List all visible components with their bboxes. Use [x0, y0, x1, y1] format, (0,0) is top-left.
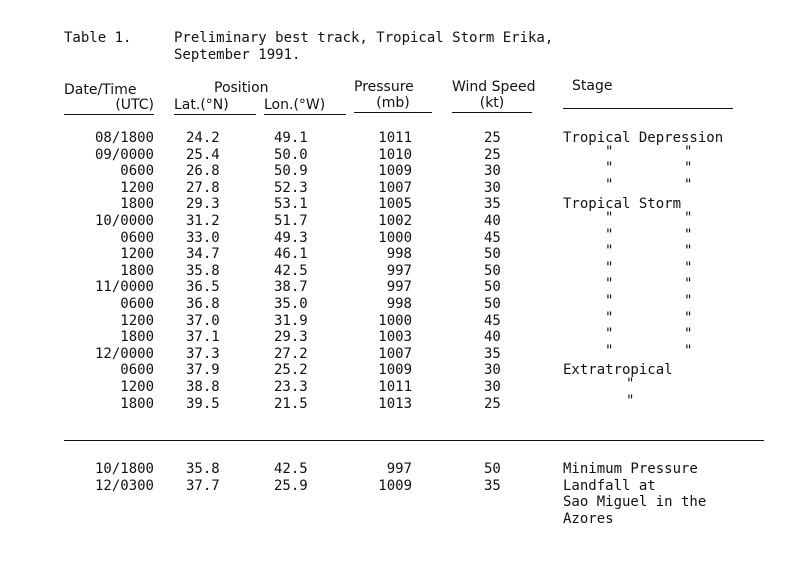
cell-latitude: 37.0 [186, 312, 220, 329]
cell-date-time: 08/1800 [94, 130, 154, 146]
cell-longitude: 52.3 [274, 179, 308, 196]
summary-separator [64, 440, 764, 441]
cell-wind-speed: 50 [484, 246, 501, 263]
cell-stage-ditto: " [684, 293, 693, 309]
table-row [0, 143, 786, 164]
cell-wind-speed: 50 [484, 262, 501, 279]
cell-longitude: 27.2 [274, 345, 308, 362]
cell-date-time: 12/0000 [94, 345, 154, 362]
table-row [0, 326, 786, 346]
cell-pressure: 1011 [378, 130, 412, 146]
cell-note: Landfall at [563, 477, 656, 494]
cell-latitude: 25.4 [186, 146, 220, 163]
cell-longitude: 21.5 [274, 395, 308, 412]
cell-pressure: 1011 [378, 379, 412, 395]
cell-date-time: 1200 [120, 312, 154, 329]
cell-latitude: 37.9 [186, 362, 220, 379]
cell-date-time: 11/0000 [94, 279, 154, 296]
table-row [0, 130, 786, 147]
cell-longitude: 25.2 [274, 362, 308, 379]
cell-latitude: 36.5 [186, 279, 220, 296]
cell-wind-speed: 25 [484, 395, 501, 412]
cell-date-time: 1800 [120, 262, 154, 279]
cell-longitude: 53.1 [274, 196, 308, 213]
cell-wind-speed: 50 [484, 296, 501, 312]
cell-wind-speed: 50 [484, 461, 501, 477]
table-row [0, 342, 786, 363]
header-position: Position [214, 80, 269, 96]
table-row [0, 376, 786, 396]
header-stage: Stage [572, 78, 613, 94]
cell-stage-ditto: " [605, 309, 614, 326]
cell-wind-speed: 30 [484, 179, 501, 196]
cell-latitude: 34.7 [186, 246, 220, 263]
table-row [0, 276, 786, 296]
cell-stage-ditto: " [684, 176, 693, 193]
header-lat: Lat.(°N) [174, 97, 256, 115]
cell-pressure: 1007 [378, 179, 412, 196]
cell-wind-speed: 45 [484, 229, 501, 246]
cell-longitude: 42.5 [274, 262, 308, 279]
cell-pressure: 1009 [378, 362, 412, 379]
best-track-table [0, 130, 786, 420]
cell-latitude: 29.3 [186, 196, 220, 213]
cell-latitude: 37.3 [186, 345, 220, 362]
cell-stage-ditto: " [605, 326, 614, 343]
cell-stage-ditto: " [684, 226, 693, 243]
header-wind-speed: Wind Speed [452, 79, 536, 95]
table-row [0, 362, 786, 379]
cell-wind-speed: 25 [484, 130, 501, 146]
cell-note: Minimum Pressure [563, 461, 698, 477]
header-stage-underline [563, 108, 733, 109]
cell-longitude: 35.0 [274, 296, 308, 312]
cell-wind-speed: 40 [484, 329, 501, 346]
header-date-time: Date/Time [64, 82, 137, 98]
cell-pressure: 998 [386, 246, 412, 263]
cell-latitude: 33.0 [186, 229, 220, 246]
cell-date-time: 0600 [120, 163, 154, 180]
cell-longitude: 38.7 [274, 279, 308, 296]
table-row [0, 210, 786, 230]
cell-pressure: 1009 [378, 163, 412, 180]
header-pressure: Pressure [354, 79, 414, 95]
cell-pressure: 997 [386, 279, 412, 296]
cell-latitude: 39.5 [186, 395, 220, 412]
cell-date-time: 1200 [120, 179, 154, 196]
table-row [0, 309, 786, 330]
cell-note: Azores [563, 510, 614, 527]
cell-date-time: 1800 [120, 329, 154, 346]
cell-longitude: 49.1 [274, 130, 308, 146]
cell-stage-ditto: " [684, 160, 693, 177]
table-title-line2: September 1991. [174, 47, 301, 63]
cell-pressure: 997 [386, 262, 412, 279]
header-lon: Lon.(°W) [264, 97, 346, 115]
cell-wind-speed: 40 [484, 213, 501, 229]
cell-longitude: 23.3 [274, 379, 308, 395]
cell-latitude: 37.1 [186, 329, 220, 346]
summary-table [0, 461, 786, 541]
cell-pressure: 1007 [378, 345, 412, 362]
cell-stage-ditto: " [684, 326, 693, 343]
cell-stage-ditto: " [684, 276, 693, 293]
table-row [0, 293, 786, 313]
cell-latitude: 26.8 [186, 163, 220, 180]
cell-date-time: 1200 [120, 379, 154, 395]
cell-stage-ditto: " [626, 376, 635, 392]
header-pressure-unit: (mb) [354, 95, 432, 113]
table-row [0, 196, 786, 213]
cell-longitude: 50.0 [274, 146, 308, 163]
cell-stage-ditto: " [626, 392, 635, 409]
cell-date-time: 10/1800 [94, 461, 154, 477]
cell-date-time: 1200 [120, 246, 154, 263]
cell-latitude: 27.8 [186, 179, 220, 196]
table-row [0, 226, 786, 247]
cell-wind-speed: 35 [484, 477, 501, 494]
cell-longitude: 50.9 [274, 163, 308, 180]
cell-date-time: 12/0300 [94, 477, 154, 494]
cell-latitude: 35.8 [186, 262, 220, 279]
cell-latitude: 36.8 [186, 296, 220, 312]
cell-stage-ditto: " [684, 210, 693, 226]
cell-latitude: 35.8 [186, 461, 220, 477]
cell-pressure: 1003 [378, 329, 412, 346]
cell-pressure: 1005 [378, 196, 412, 213]
cell-note: Sao Miguel in the [563, 494, 707, 511]
cell-date-time: 0600 [120, 362, 154, 379]
cell-date-time: 09/0000 [94, 146, 154, 163]
cell-stage-ditto: " [605, 160, 614, 177]
cell-date-time: 1800 [120, 196, 154, 213]
cell-longitude: 51.7 [274, 213, 308, 229]
cell-date-time: 0600 [120, 229, 154, 246]
cell-longitude: 46.1 [274, 246, 308, 263]
cell-wind-speed: 30 [484, 163, 501, 180]
header-wind-unit: (kt) [452, 95, 532, 113]
cell-longitude: 25.9 [274, 477, 308, 494]
cell-stage: Tropical Storm [563, 196, 682, 213]
cell-stage-ditto: " [684, 259, 693, 276]
cell-pressure: 1013 [378, 395, 412, 412]
cell-latitude: 37.7 [186, 477, 220, 494]
cell-pressure: 1010 [378, 146, 412, 163]
cell-wind-speed: 25 [484, 146, 501, 163]
cell-longitude: 42.5 [274, 461, 308, 477]
cell-wind-speed: 30 [484, 379, 501, 395]
cell-stage-ditto: " [605, 226, 614, 243]
cell-stage-ditto: " [605, 259, 614, 276]
summary-row [0, 477, 786, 527]
cell-latitude: 31.2 [186, 213, 220, 229]
cell-stage-ditto: " [605, 276, 614, 293]
cell-latitude: 38.8 [186, 379, 220, 395]
table-label: Table 1. [64, 30, 132, 46]
cell-stage-ditto: " [605, 143, 614, 160]
cell-stage-ditto: " [684, 243, 693, 260]
table-row [0, 243, 786, 263]
table-row [0, 392, 786, 413]
cell-pressure: 1000 [378, 229, 412, 246]
summary-row [0, 461, 786, 478]
cell-wind-speed: 35 [484, 196, 501, 213]
cell-pressure: 997 [386, 461, 412, 477]
cell-stage-ditto: " [684, 143, 693, 160]
cell-stage-ditto: " [605, 210, 614, 226]
cell-latitude: 24.2 [186, 130, 220, 146]
cell-stage-ditto: " [684, 342, 693, 359]
cell-date-time: 10/0000 [94, 213, 154, 229]
cell-wind-speed: 45 [484, 312, 501, 329]
cell-wind-speed: 50 [484, 279, 501, 296]
cell-pressure: 1002 [378, 213, 412, 229]
cell-wind-speed: 35 [484, 345, 501, 362]
table-row [0, 259, 786, 280]
cell-stage-ditto: " [605, 243, 614, 260]
cell-date-time: 0600 [120, 296, 154, 312]
cell-stage: Tropical Depression [563, 130, 724, 146]
table-row [0, 160, 786, 180]
cell-longitude: 29.3 [274, 329, 308, 346]
header-utc: (UTC) [64, 97, 154, 115]
cell-pressure: 1009 [378, 477, 412, 494]
cell-pressure: 1000 [378, 312, 412, 329]
cell-stage-ditto: " [605, 176, 614, 193]
cell-pressure: 998 [386, 296, 412, 312]
table-row [0, 176, 786, 197]
cell-stage-ditto: " [605, 342, 614, 359]
cell-longitude: 31.9 [274, 312, 308, 329]
cell-stage: Extratropical [563, 362, 673, 379]
cell-stage-ditto: " [684, 309, 693, 326]
cell-stage-ditto: " [605, 293, 614, 309]
table-title-line1: Preliminary best track, Tropical Storm Erika, [174, 30, 554, 46]
cell-longitude: 49.3 [274, 229, 308, 246]
cell-date-time: 1800 [120, 395, 154, 412]
cell-wind-speed: 30 [484, 362, 501, 379]
